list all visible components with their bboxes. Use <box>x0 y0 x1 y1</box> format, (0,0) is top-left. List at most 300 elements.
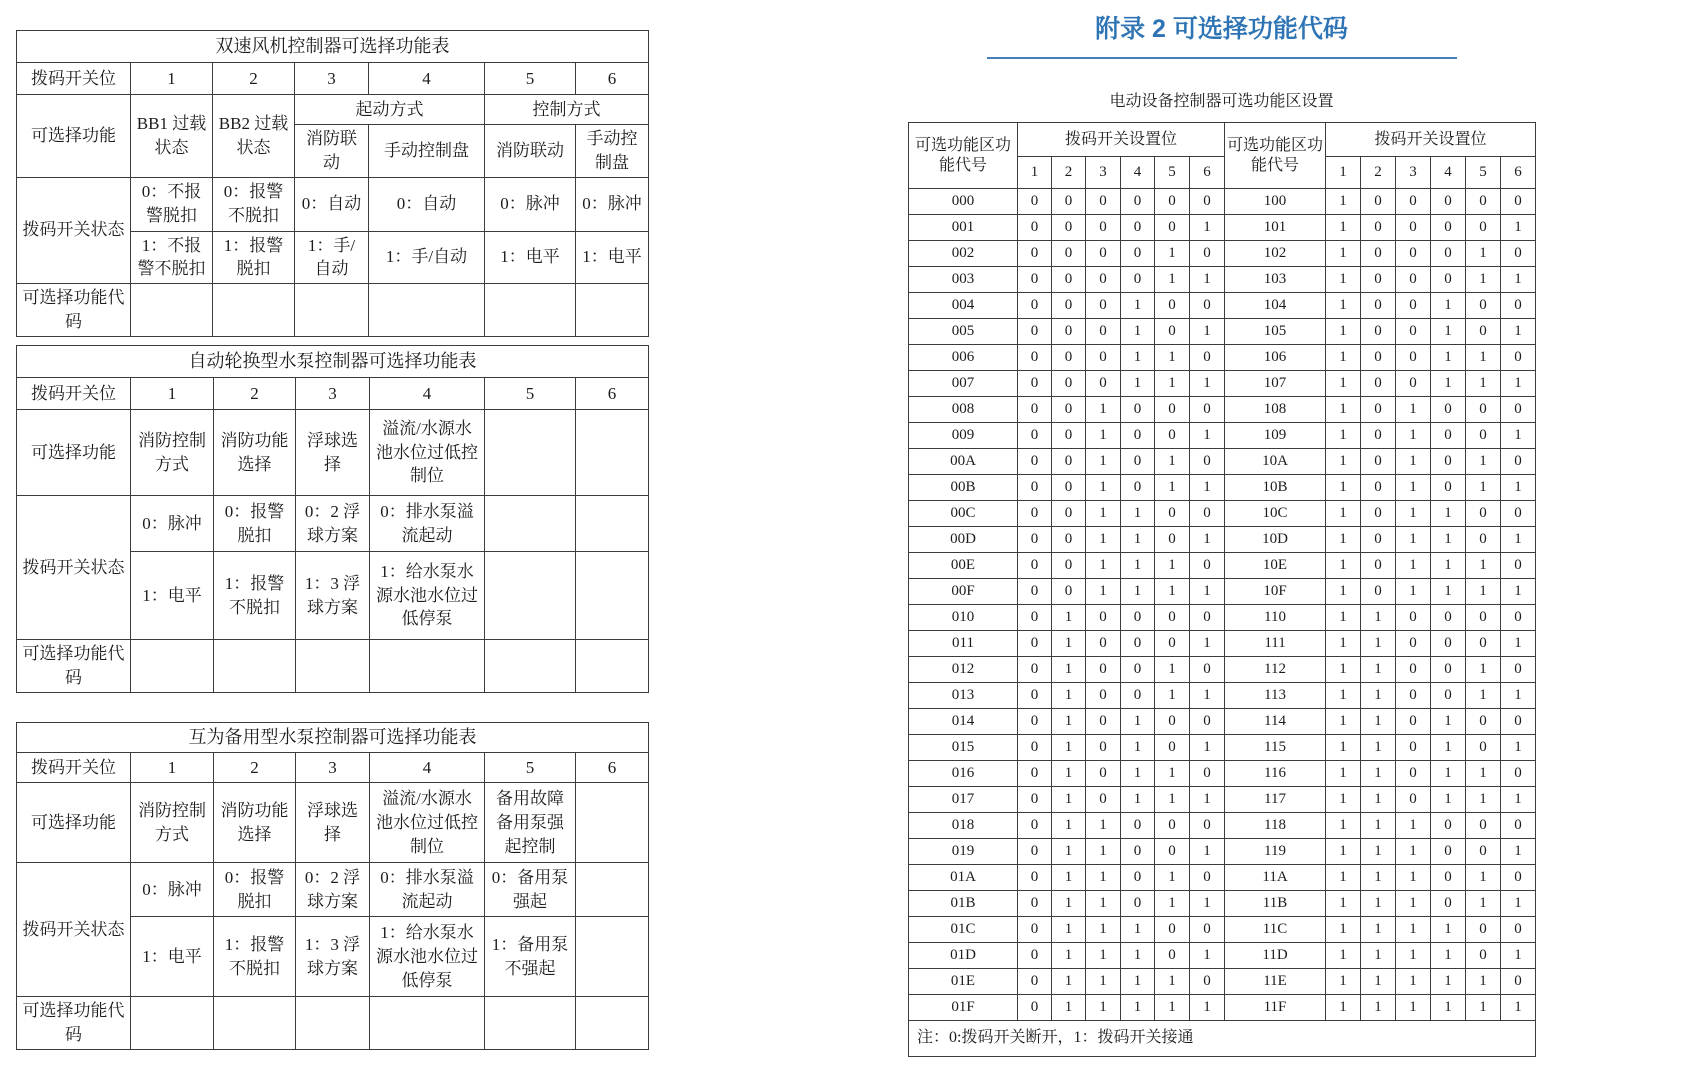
bit-cell: 1 <box>1326 995 1361 1021</box>
bit-cell: 1 <box>1190 995 1225 1021</box>
bit-cell: 1 <box>1361 839 1396 865</box>
bit-cell: 1 <box>1361 813 1396 839</box>
bit-cell: 0 <box>1466 631 1501 657</box>
bit-cell: 1 <box>1155 683 1190 709</box>
bit-cell: 1 <box>1466 371 1501 397</box>
bit-cell: 1 <box>1155 371 1190 397</box>
switch-state-label: 拨码开关状态 <box>17 177 131 284</box>
bit-cell: 1 <box>1396 969 1431 995</box>
bit-cell: 1 <box>1326 319 1361 345</box>
bit-cell: 0 <box>1361 423 1396 449</box>
code-column-header: 可选功能区功能代号 <box>1225 123 1326 189</box>
left-code-cell: 008 <box>909 397 1018 423</box>
empty-code-cell <box>131 997 214 1050</box>
empty-code-cell <box>131 284 213 337</box>
state0-cell: 0：自动 <box>295 177 369 231</box>
bit-cell: 1 <box>1190 371 1225 397</box>
bit-cell: 0 <box>1018 969 1052 995</box>
code-row <box>909 579 1536 605</box>
bit-cell: 1 <box>1155 891 1190 917</box>
bit-cell: 1 <box>1466 241 1501 267</box>
bit-cell: 1 <box>1326 423 1361 449</box>
empty-code-cell <box>214 997 296 1050</box>
bit-cell: 0 <box>1018 319 1052 345</box>
bit-cell: 0 <box>1018 397 1052 423</box>
code-row <box>909 813 1536 839</box>
state1-cell: 1：电平 <box>485 231 576 284</box>
bit-cell: 0 <box>1361 241 1396 267</box>
code-row <box>909 683 1536 709</box>
bit-cell: 1 <box>1396 891 1431 917</box>
left-code-cell: 006 <box>909 345 1018 371</box>
right-code-cell: 108 <box>1225 397 1326 423</box>
bit-cell: 0 <box>1121 449 1155 475</box>
bit-cell: 1 <box>1361 709 1396 735</box>
right-code-cell: 10F <box>1225 579 1326 605</box>
bit-cell: 1 <box>1431 553 1466 579</box>
bit-cell: 1 <box>1431 527 1466 553</box>
state1-cell <box>485 552 576 640</box>
bit-position-header: 5 <box>1466 157 1501 189</box>
bit-cell: 1 <box>1052 631 1086 657</box>
function-cell <box>485 410 576 496</box>
bit-cell: 0 <box>1052 319 1086 345</box>
right-code-cell: 10D <box>1225 527 1326 553</box>
bit-cell: 1 <box>1052 943 1086 969</box>
state1-cell: 1：报警脱扣 <box>213 231 295 284</box>
table-title: 双速风机控制器可选择功能表 <box>17 31 649 63</box>
bit-cell: 1 <box>1431 943 1466 969</box>
bit-cell: 1 <box>1466 969 1501 995</box>
left-code-cell: 017 <box>909 787 1018 813</box>
code-row <box>909 345 1536 371</box>
function-code-label: 可选择功能代码 <box>17 997 131 1050</box>
bit-cell: 0 <box>1018 215 1052 241</box>
function-cell: 浮球选择 <box>296 783 370 863</box>
bit-cell: 1 <box>1431 735 1466 761</box>
bit-cell: 0 <box>1018 735 1052 761</box>
position-number: 6 <box>576 378 649 410</box>
bit-cell: 0 <box>1190 605 1225 631</box>
bit-cell: 1 <box>1121 553 1155 579</box>
bit-cell: 0 <box>1155 189 1190 215</box>
code-row <box>909 657 1536 683</box>
right-code-cell: 117 <box>1225 787 1326 813</box>
bit-cell: 0 <box>1018 553 1052 579</box>
bit-cell: 1 <box>1052 709 1086 735</box>
bit-cell: 0 <box>1431 683 1466 709</box>
bit-cell: 1 <box>1121 371 1155 397</box>
bit-cell: 1 <box>1121 319 1155 345</box>
bit-cell: 1 <box>1396 397 1431 423</box>
bit-cell: 1 <box>1466 865 1501 891</box>
bit-cell: 0 <box>1121 215 1155 241</box>
bit-cell: 0 <box>1018 527 1052 553</box>
switch-state-label: 拨码开关状态 <box>17 863 131 997</box>
left-code-cell: 010 <box>909 605 1018 631</box>
bit-cell: 1 <box>1466 761 1501 787</box>
fan-controller-function-table <box>16 30 649 337</box>
bit-cell: 0 <box>1396 735 1431 761</box>
bit-cell: 0 <box>1155 501 1190 527</box>
bit-cell: 1 <box>1086 943 1121 969</box>
empty-code-cell <box>369 284 485 337</box>
bit-cell: 1 <box>1361 969 1396 995</box>
left-code-cell: 011 <box>909 631 1018 657</box>
bit-cell: 1 <box>1052 891 1086 917</box>
left-code-cell: 01C <box>909 917 1018 943</box>
bit-cell: 0 <box>1361 371 1396 397</box>
bit-cell: 1 <box>1431 293 1466 319</box>
bit-cell: 1 <box>1431 345 1466 371</box>
right-code-cell: 111 <box>1225 631 1326 657</box>
position-number: 1 <box>131 63 213 95</box>
appendix-header <box>908 14 1535 59</box>
bit-cell: 0 <box>1466 735 1501 761</box>
bit-cell: 0 <box>1155 397 1190 423</box>
bit-cell: 0 <box>1155 527 1190 553</box>
bit-cell: 1 <box>1466 657 1501 683</box>
bit-cell: 0 <box>1190 449 1225 475</box>
bit-cell: 0 <box>1018 943 1052 969</box>
bit-position-header: 2 <box>1052 157 1086 189</box>
bit-cell: 0 <box>1190 865 1225 891</box>
bit-cell: 1 <box>1326 241 1361 267</box>
empty-code-cell <box>576 284 649 337</box>
bit-cell: 1 <box>1155 267 1190 293</box>
bit-cell: 0 <box>1018 267 1052 293</box>
bit-cell: 1 <box>1431 917 1466 943</box>
bit-cell: 1 <box>1466 995 1501 1021</box>
left-code-cell: 002 <box>909 241 1018 267</box>
bit-cell: 1 <box>1086 579 1121 605</box>
bit-cell: 1 <box>1086 839 1121 865</box>
bit-cell: 0 <box>1190 189 1225 215</box>
bit-cell: 1 <box>1155 579 1190 605</box>
empty-code-cell <box>296 997 370 1050</box>
right-code-cell: 10B <box>1225 475 1326 501</box>
position-number: 2 <box>214 753 296 783</box>
bit-cell: 0 <box>1501 709 1536 735</box>
function-code-table-body <box>909 189 1536 1021</box>
bit-cell: 0 <box>1501 293 1536 319</box>
state0-cell: 0：报警脱扣 <box>214 863 296 917</box>
state0-cell: 0：2 浮球方案 <box>296 496 370 552</box>
state1-cell: 1：电平 <box>131 552 214 640</box>
bit-cell: 0 <box>1121 891 1155 917</box>
bit-cell: 0 <box>1018 475 1052 501</box>
switch-position-label: 拨码开关位 <box>17 378 131 410</box>
bit-cell: 1 <box>1361 631 1396 657</box>
left-code-cell: 01A <box>909 865 1018 891</box>
bit-cell: 0 <box>1086 787 1121 813</box>
bit-cell: 1 <box>1155 553 1190 579</box>
bit-cell: 1 <box>1361 891 1396 917</box>
bit-cell: 1 <box>1501 787 1536 813</box>
bit-cell: 0 <box>1431 865 1466 891</box>
bit-cell: 1 <box>1326 969 1361 995</box>
sub-function-cell: 消防联动 <box>485 125 576 178</box>
bit-cell: 1 <box>1501 995 1536 1021</box>
bit-cell: 0 <box>1466 813 1501 839</box>
bit-cell: 0 <box>1396 761 1431 787</box>
bit-cell: 1 <box>1190 683 1225 709</box>
bit-cell: 0 <box>1155 293 1190 319</box>
bit-cell: 0 <box>1052 501 1086 527</box>
bit-cell: 0 <box>1501 605 1536 631</box>
bit-cell: 0 <box>1086 371 1121 397</box>
bit-position-header: 3 <box>1086 157 1121 189</box>
bit-cell: 1 <box>1431 501 1466 527</box>
bit-cell: 0 <box>1121 839 1155 865</box>
right-code-cell: 11F <box>1225 995 1326 1021</box>
bit-cell: 0 <box>1155 423 1190 449</box>
right-code-cell: 102 <box>1225 241 1326 267</box>
left-code-cell: 016 <box>909 761 1018 787</box>
bit-cell: 1 <box>1052 839 1086 865</box>
appendix-subtitle: 电动设备控制器可选功能区设置 <box>1109 93 1334 110</box>
bit-cell: 1 <box>1396 579 1431 605</box>
bit-cell: 0 <box>1121 241 1155 267</box>
state1-cell: 1：3 浮球方案 <box>296 552 370 640</box>
right-code-cell: 109 <box>1225 423 1326 449</box>
function-label: 可选择功能 <box>17 410 131 496</box>
bit-cell: 0 <box>1052 215 1086 241</box>
bit-cell: 0 <box>1086 241 1121 267</box>
bit-cell: 0 <box>1052 579 1086 605</box>
bit-cell: 1 <box>1326 345 1361 371</box>
bit-cell: 1 <box>1155 657 1190 683</box>
bit-cell: 0 <box>1052 553 1086 579</box>
bit-cell: 0 <box>1121 865 1155 891</box>
bit-cell: 1 <box>1396 943 1431 969</box>
bit-cell: 0 <box>1396 267 1431 293</box>
bit-cell: 1 <box>1501 371 1536 397</box>
bit-cell: 1 <box>1052 813 1086 839</box>
bit-cell: 0 <box>1501 397 1536 423</box>
bit-cell: 0 <box>1361 527 1396 553</box>
bit-cell: 1 <box>1431 579 1466 605</box>
bit-cell: 0 <box>1018 423 1052 449</box>
empty-code-cell <box>485 997 576 1050</box>
bit-cell: 0 <box>1155 917 1190 943</box>
state0-cell: 0：排水泵溢流起动 <box>370 863 485 917</box>
function-cell: 消防功能选择 <box>214 783 296 863</box>
bit-cell: 0 <box>1361 293 1396 319</box>
bit-cell: 0 <box>1501 969 1536 995</box>
right-code-cell: 112 <box>1225 657 1326 683</box>
function-cell: 备用故障备用泵强起控制 <box>485 783 576 863</box>
bit-cell: 0 <box>1086 735 1121 761</box>
bit-cell: 0 <box>1018 371 1052 397</box>
bit-cell: 1 <box>1466 345 1501 371</box>
bit-cell: 1 <box>1190 943 1225 969</box>
code-row <box>909 605 1536 631</box>
bit-cell: 1 <box>1361 761 1396 787</box>
position-number: 6 <box>576 63 649 95</box>
bit-cell: 1 <box>1121 969 1155 995</box>
function-cell: 消防功能选择 <box>214 410 296 496</box>
bit-cell: 0 <box>1466 293 1501 319</box>
bit-cell: 1 <box>1501 475 1536 501</box>
code-row <box>909 475 1536 501</box>
bit-cell: 1 <box>1361 735 1396 761</box>
bit-cell: 1 <box>1052 735 1086 761</box>
bit-cell: 1 <box>1501 735 1536 761</box>
bit-cell: 0 <box>1466 423 1501 449</box>
bit-cell: 1 <box>1326 475 1361 501</box>
bit-cell: 1 <box>1086 449 1121 475</box>
bit-cell: 1 <box>1466 449 1501 475</box>
state0-cell <box>485 496 576 552</box>
bit-cell: 1 <box>1396 527 1431 553</box>
bit-cell: 1 <box>1155 995 1190 1021</box>
bit-cell: 0 <box>1396 345 1431 371</box>
state0-cell: 0：脉冲 <box>576 177 649 231</box>
state0-cell: 0：不报警脱扣 <box>131 177 213 231</box>
bit-cell: 0 <box>1361 189 1396 215</box>
right-code-cell: 10A <box>1225 449 1326 475</box>
bit-cell: 0 <box>1086 761 1121 787</box>
bit-cell: 0 <box>1052 293 1086 319</box>
bit-cell: 1 <box>1121 943 1155 969</box>
bit-cell: 0 <box>1018 683 1052 709</box>
bit-cell: 1 <box>1190 735 1225 761</box>
bit-cell: 1 <box>1121 735 1155 761</box>
bit-cell: 1 <box>1431 709 1466 735</box>
standby-pump-function-table <box>16 722 649 1050</box>
bit-cell: 1 <box>1190 423 1225 449</box>
bit-cell: 1 <box>1501 215 1536 241</box>
bit-cell: 0 <box>1018 917 1052 943</box>
bit-cell: 0 <box>1018 865 1052 891</box>
bit-cell: 1 <box>1155 969 1190 995</box>
bit-cell: 1 <box>1086 813 1121 839</box>
bit-cell: 0 <box>1466 605 1501 631</box>
bit-cell: 0 <box>1052 527 1086 553</box>
bit-cell: 0 <box>1155 813 1190 839</box>
empty-code-cell <box>576 640 649 693</box>
bit-cell: 1 <box>1086 891 1121 917</box>
bit-cell: 1 <box>1326 683 1361 709</box>
right-code-cell: 107 <box>1225 371 1326 397</box>
bit-cell: 1 <box>1466 787 1501 813</box>
state1-cell: 1：手/自动 <box>369 231 485 284</box>
right-code-cell: 11D <box>1225 943 1326 969</box>
switch-bits-header: 拨码开关设置位 <box>1326 123 1536 157</box>
bit-cell: 1 <box>1431 319 1466 345</box>
bit-cell: 0 <box>1361 345 1396 371</box>
bit-cell: 0 <box>1361 215 1396 241</box>
bit-cell: 1 <box>1326 553 1361 579</box>
left-code-cell: 001 <box>909 215 1018 241</box>
right-code-cell: 11A <box>1225 865 1326 891</box>
sub-function-cell: 消防联动 <box>295 125 369 178</box>
right-code-cell: 100 <box>1225 189 1326 215</box>
bit-cell: 0 <box>1086 215 1121 241</box>
bit-cell: 1 <box>1326 579 1361 605</box>
bit-cell: 1 <box>1361 917 1396 943</box>
bit-cell: 0 <box>1121 189 1155 215</box>
bit-cell: 0 <box>1155 215 1190 241</box>
left-code-cell: 003 <box>909 267 1018 293</box>
bit-cell: 0 <box>1052 241 1086 267</box>
function-cell: 溢流/水源水池水位过低控制位 <box>370 783 485 863</box>
bit-cell: 0 <box>1431 605 1466 631</box>
code-row <box>909 449 1536 475</box>
bit-cell: 0 <box>1501 813 1536 839</box>
function-code-label: 可选择功能代码 <box>17 284 131 337</box>
bit-cell: 0 <box>1466 189 1501 215</box>
code-row <box>909 631 1536 657</box>
bit-position-header: 3 <box>1396 157 1431 189</box>
function-cell: 消防控制方式 <box>131 783 214 863</box>
bit-cell: 0 <box>1431 631 1466 657</box>
bit-cell: 0 <box>1018 813 1052 839</box>
bit-cell: 1 <box>1052 865 1086 891</box>
bit-cell: 0 <box>1086 709 1121 735</box>
left-code-cell: 00C <box>909 501 1018 527</box>
function-cell: BB2 过载状态 <box>213 95 295 178</box>
bit-cell: 0 <box>1361 319 1396 345</box>
bit-cell: 0 <box>1190 345 1225 371</box>
bit-cell: 1 <box>1361 683 1396 709</box>
switch-bits-header: 拨码开关设置位 <box>1018 123 1225 157</box>
bit-cell: 1 <box>1501 527 1536 553</box>
bit-cell: 1 <box>1326 371 1361 397</box>
empty-code-cell <box>295 284 369 337</box>
right-code-cell: 11B <box>1225 891 1326 917</box>
function-label: 可选择功能 <box>17 783 131 863</box>
bit-cell: 0 <box>1501 501 1536 527</box>
bit-cell: 0 <box>1396 787 1431 813</box>
bit-cell: 0 <box>1396 241 1431 267</box>
appendix-title: 附录 2 可选择功能代码 <box>1095 15 1348 43</box>
bit-cell: 0 <box>1466 917 1501 943</box>
code-row <box>909 215 1536 241</box>
bit-cell: 0 <box>1466 319 1501 345</box>
left-code-cell: 01B <box>909 891 1018 917</box>
bit-cell: 1 <box>1121 579 1155 605</box>
bit-cell: 0 <box>1431 423 1466 449</box>
bit-cell: 1 <box>1155 865 1190 891</box>
function-group-control-mode: 控制方式 <box>485 95 649 125</box>
bit-cell: 0 <box>1190 917 1225 943</box>
bit-cell: 0 <box>1361 475 1396 501</box>
code-row <box>909 423 1536 449</box>
bit-cell: 1 <box>1466 683 1501 709</box>
bit-cell: 0 <box>1431 189 1466 215</box>
left-code-cell: 015 <box>909 735 1018 761</box>
bit-cell: 0 <box>1190 553 1225 579</box>
bit-cell: 1 <box>1431 371 1466 397</box>
function-code-table <box>908 122 1536 1057</box>
bit-cell: 1 <box>1052 683 1086 709</box>
title-underline-rule <box>987 57 1457 59</box>
code-row <box>909 527 1536 553</box>
bit-cell: 0 <box>1431 891 1466 917</box>
code-row <box>909 839 1536 865</box>
left-code-cell: 00D <box>909 527 1018 553</box>
sub-function-cell: 手动控制盘 <box>576 125 649 178</box>
bit-position-header: 6 <box>1501 157 1536 189</box>
bit-cell: 1 <box>1086 527 1121 553</box>
bit-cell: 0 <box>1190 969 1225 995</box>
code-row <box>909 397 1536 423</box>
switch-position-label: 拨码开关位 <box>17 753 131 783</box>
bit-cell: 1 <box>1326 397 1361 423</box>
left-code-cell: 01E <box>909 969 1018 995</box>
